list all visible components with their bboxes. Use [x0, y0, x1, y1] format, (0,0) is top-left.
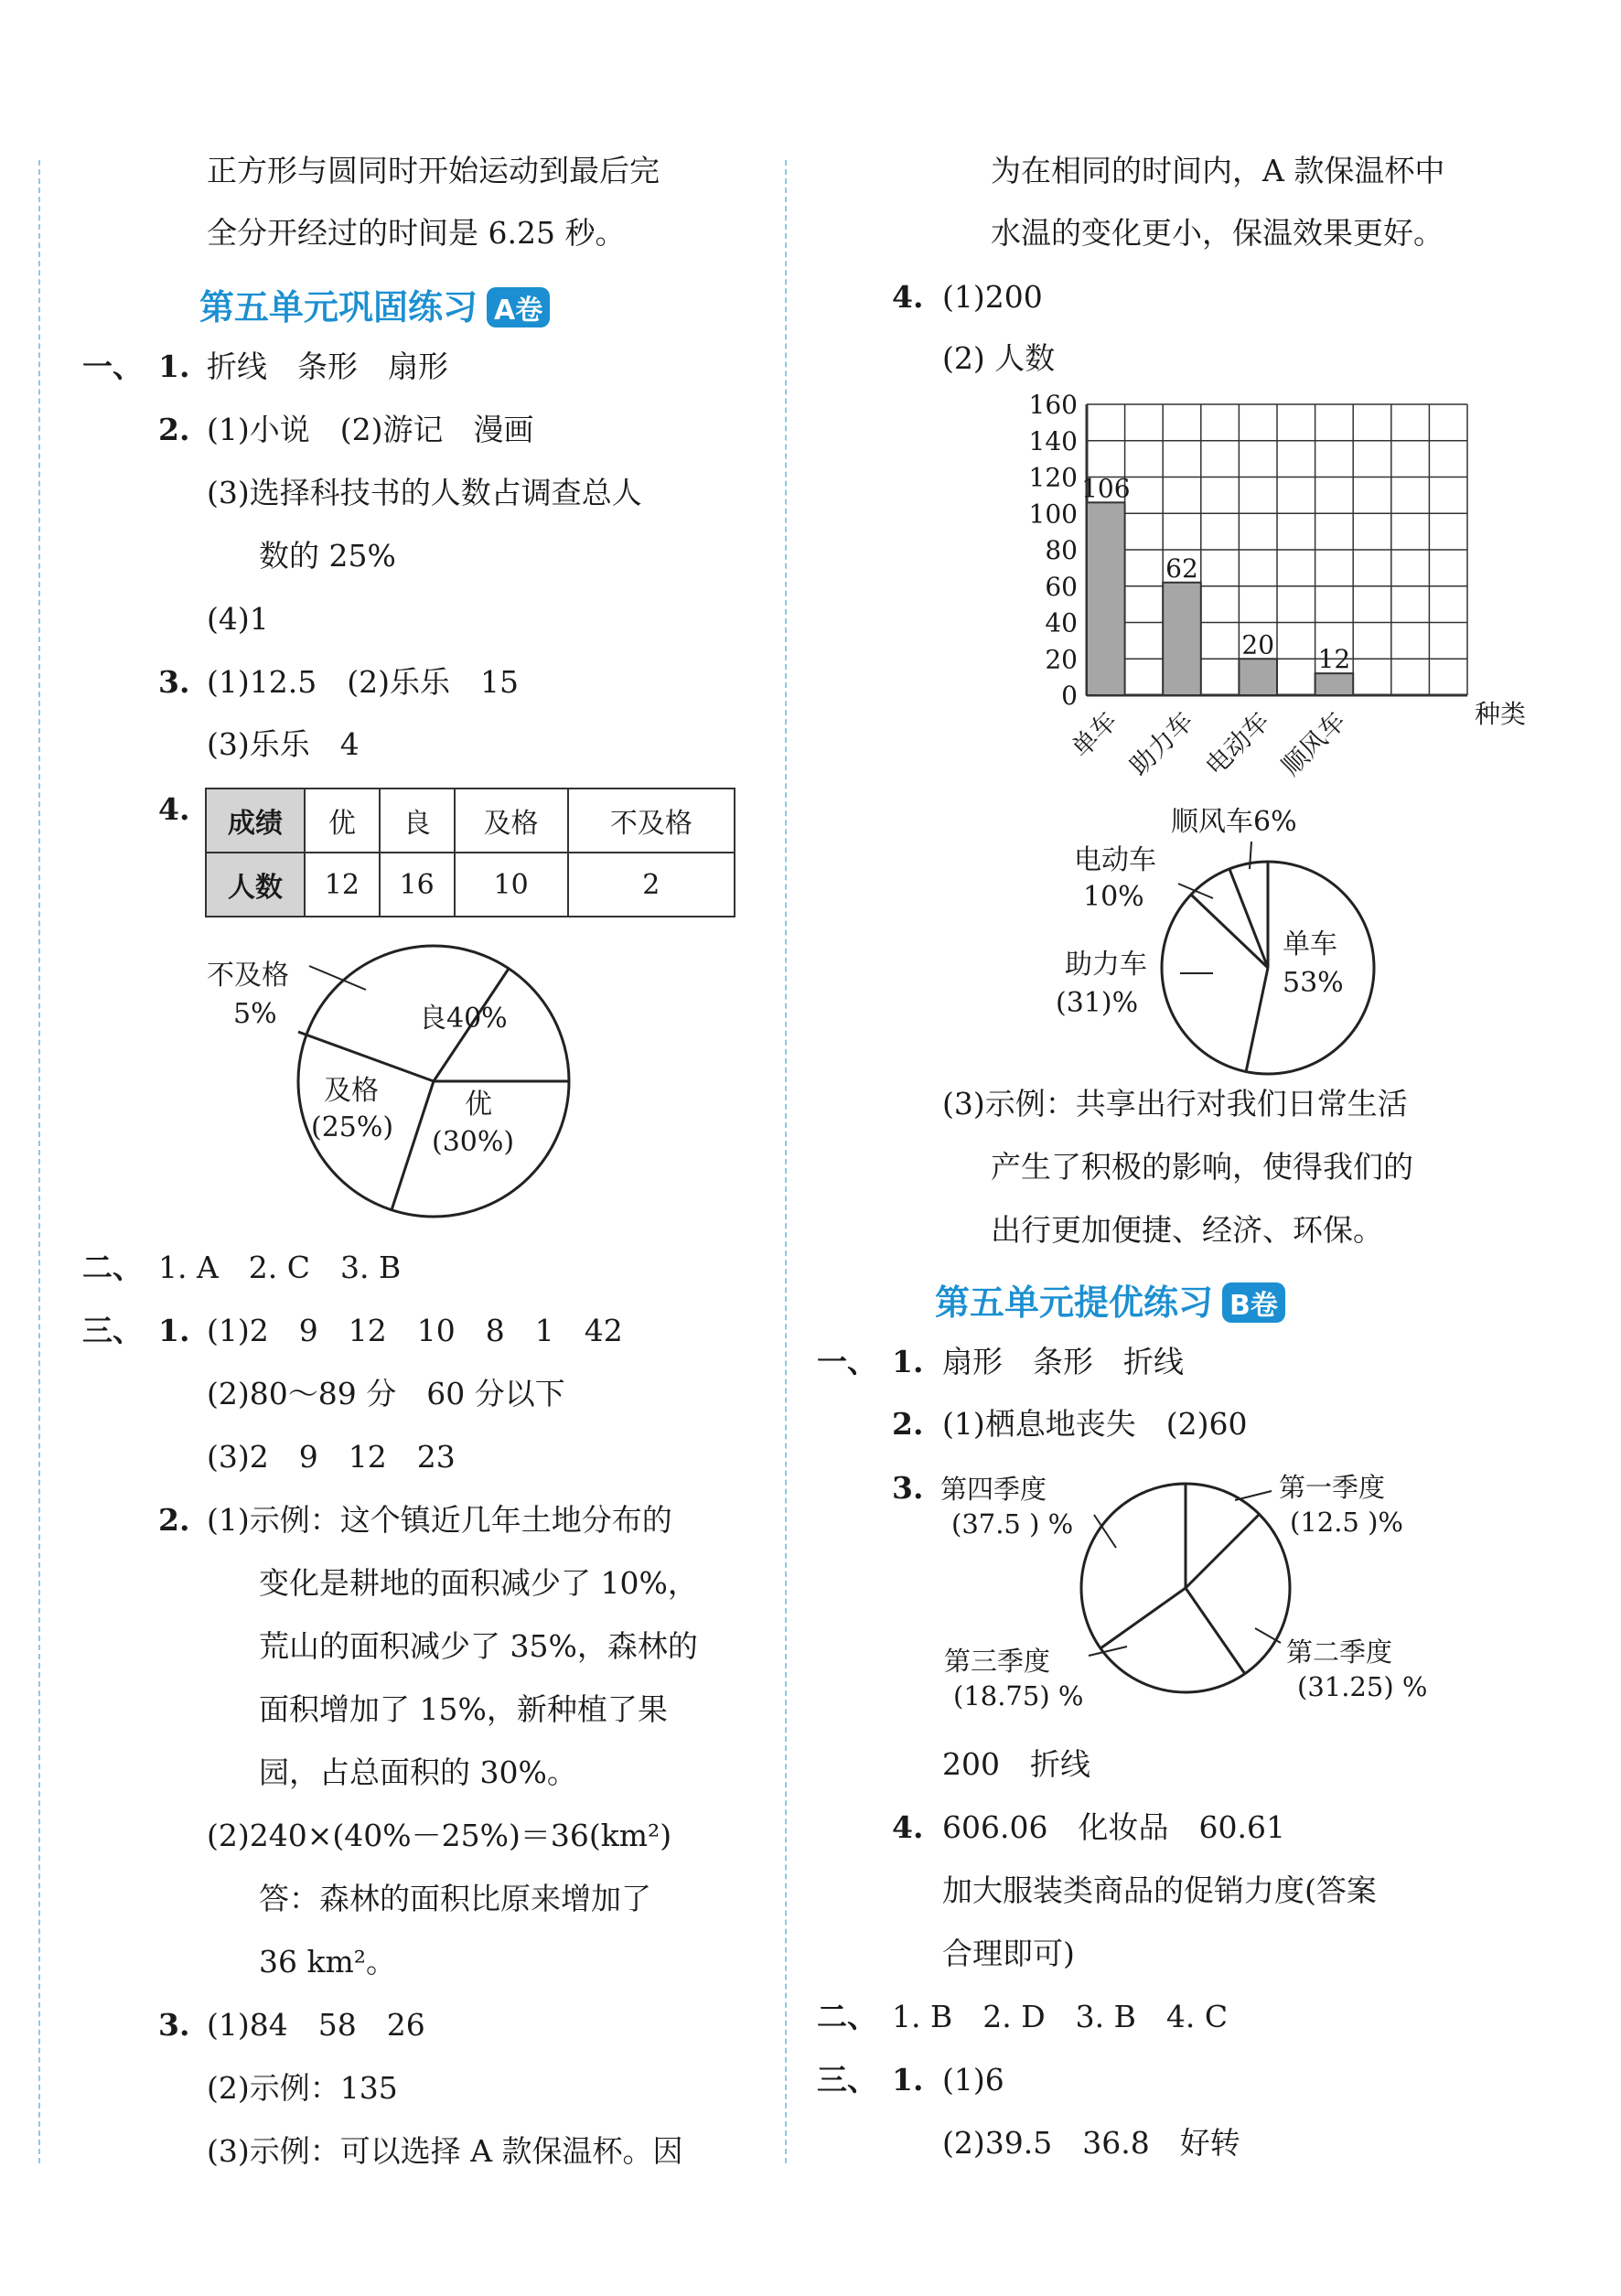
r-q4-answer-b: (2) 人数 — [942, 340, 1056, 376]
right-intro-2: 水温的变化更小，保温效果更好。 — [991, 215, 1444, 251]
pie-label: (30%) — [432, 1126, 515, 1158]
sec2-answers: 1. A 2. C 3. B — [158, 1250, 402, 1285]
unit-a-heading — [199, 279, 550, 329]
unit-a-title: 第五单元巩固练习 — [199, 287, 478, 327]
bar-data-label: 62 — [1165, 553, 1198, 584]
r-sec2-mark: 二、 — [817, 1999, 877, 2034]
x-tick-label: 电动车 — [1199, 705, 1276, 782]
pie-slice-boundary — [1186, 1514, 1260, 1588]
bar-data-label: 12 — [1317, 644, 1351, 675]
pie-label: (31)% — [1056, 987, 1139, 1019]
r-sec1-mark: 一、 — [817, 1344, 877, 1379]
unit-b-title: 第五单元提优练习 — [935, 1282, 1214, 1323]
pie-pointer — [1178, 884, 1213, 898]
q1-number: 1. — [158, 349, 190, 384]
table-cell: 10 — [455, 853, 568, 917]
pie-label: 不及格 — [207, 960, 289, 992]
unit-b-badge: B卷 — [1222, 1282, 1285, 1323]
pie-label: (18.75) % — [953, 1680, 1084, 1711]
bar-data-label: 106 — [1081, 473, 1131, 504]
s3q1-answer-c: (3)2 9 12 23 — [207, 1439, 456, 1475]
q2-answer-c: (4)1 — [207, 601, 269, 637]
x-tick-label: 单车 — [1065, 705, 1123, 764]
pie-label: 5% — [233, 998, 277, 1030]
season-pie-chart — [933, 1464, 1445, 1720]
pie-label: (12.5 )% — [1290, 1507, 1403, 1538]
y-tick-label: 0 — [1061, 681, 1078, 711]
bar-电动车 — [1239, 659, 1277, 695]
pie-slice-boundary — [1186, 1588, 1245, 1674]
y-tick-label: 80 — [1045, 535, 1078, 565]
pie-label: 及格 — [324, 1075, 379, 1107]
unit-b-heading — [935, 1274, 1285, 1325]
s3q3-answer-a: (1)84 58 26 — [207, 2007, 425, 2043]
transport-bar-chart — [970, 384, 1527, 787]
r-s3q1-answer-b: (2)39.5 36.8 好转 — [942, 2125, 1240, 2161]
r-q4b-answer-a: 606.06 化妆品 60.61 — [942, 1809, 1285, 1845]
pie-label: 优 — [465, 1089, 492, 1121]
pie-label: 第二季度 — [1286, 1636, 1393, 1668]
s3q2-line: 荒山的面积减少了 35%，森林的 — [259, 1628, 698, 1664]
s3q1-answer-a: (1)2 9 12 10 8 1 42 — [207, 1313, 623, 1348]
table-cell: 不及格 — [568, 789, 735, 853]
pie-label: 53% — [1283, 967, 1344, 999]
q2-answer-b1: (3)选择科技书的人数占调查总人 — [207, 475, 642, 510]
score-table — [205, 788, 735, 917]
s3q3-number: 3. — [158, 2007, 190, 2043]
bar-助力车 — [1163, 583, 1201, 695]
pie-label: 助力车 — [1065, 949, 1147, 981]
y-tick-label: 140 — [1028, 425, 1078, 456]
q1-answer: 折线 条形 扇形 — [207, 349, 448, 384]
table-header-row — [206, 789, 735, 853]
r-s3q1-number: 1. — [892, 2062, 924, 2098]
table-cell: 成绩 — [206, 789, 305, 853]
r-q3-number: 3. — [892, 1470, 924, 1506]
pie-label: 10% — [1083, 881, 1144, 913]
r-q4b-answer-b1: 加大服装类商品的促销力度(答案 — [942, 1872, 1377, 1908]
r-q4b-answer-b2: 合理即可) — [942, 1936, 1075, 1971]
q2-number: 2. — [158, 412, 190, 447]
intro-line-2: 全分开经过的时间是 6.25 秒。 — [207, 215, 626, 251]
s3q2-line: 变化是耕地的面积减少了 10%， — [259, 1565, 698, 1601]
pie-pointer — [1250, 842, 1251, 869]
r-q2-answer: (1)栖息地丧失 (2)60 — [942, 1406, 1248, 1442]
left-margin-line — [38, 160, 40, 2163]
table-cell: 良 — [380, 789, 455, 853]
y-tick-label: 40 — [1045, 607, 1078, 638]
pie-slice-boundary — [1246, 968, 1268, 1072]
pie-label: 单车 — [1283, 928, 1337, 960]
pie-slice-boundary — [392, 1081, 434, 1210]
y-tick-label: 60 — [1045, 571, 1078, 602]
pie-label: 良40% — [419, 1003, 508, 1035]
s3q1-answer-b: (2)80～89 分 60 分以下 — [207, 1376, 565, 1411]
x-tick-label: 顺风车 — [1275, 705, 1352, 782]
r-q4c-line: (3)示例：共享出行对我们日常生活 — [942, 1086, 1408, 1121]
x-tick-label: 助力车 — [1123, 705, 1199, 782]
y-tick-label: 120 — [1028, 462, 1078, 493]
s3q2-answer-1: 答：森林的面积比原来增加了 — [259, 1881, 651, 1916]
s3q2-line: 园，占总面积的 30%。 — [259, 1754, 577, 1790]
s3q2-line: (1)示例：这个镇近几年土地分布的 — [207, 1502, 672, 1538]
r-q1-number: 1. — [892, 1344, 924, 1379]
bar-顺风车 — [1315, 673, 1354, 695]
bar-data-label: 20 — [1241, 629, 1275, 660]
q4-number: 4. — [158, 791, 190, 827]
table-cell: 12 — [305, 853, 380, 917]
r-q4c-line: 产生了积极的影响，使得我们的 — [991, 1149, 1413, 1185]
s3q1-number: 1. — [158, 1313, 190, 1348]
sec2-mark: 二、 — [82, 1250, 143, 1285]
s3q2-line: 面积增加了 15%，新种植了果 — [259, 1691, 668, 1727]
r-q1-answer: 扇形 条形 折线 — [942, 1344, 1184, 1379]
table-row — [206, 853, 735, 917]
unit-a-badge: A卷 — [487, 287, 550, 327]
r-q3-after: 200 折线 — [942, 1746, 1090, 1782]
q3-answer-b: (3)乐乐 4 — [207, 726, 360, 762]
pie-slice-boundary — [1191, 895, 1268, 968]
s3q2-answer-2: 36 km²。 — [259, 1944, 396, 1979]
s3q2-calc: (2)240×(40%－25%)＝36(km²) — [207, 1818, 672, 1853]
pie-slice-boundary — [1229, 869, 1268, 968]
column-divider — [785, 160, 787, 2163]
table-cell: 16 — [380, 853, 455, 917]
right-intro-1: 为在相同的时间内，A 款保温杯中 — [991, 153, 1445, 188]
x-axis-label: 种类 — [1475, 699, 1527, 729]
s3q2-number: 2. — [158, 1502, 190, 1538]
table-cell: 优 — [305, 789, 380, 853]
s3q3-answer-b: (2)示例：135 — [207, 2070, 398, 2106]
intro-line-1: 正方形与圆同时开始运动到最后完 — [207, 153, 660, 188]
table-cell: 2 — [568, 853, 735, 917]
y-tick-label: 160 — [1028, 390, 1078, 420]
q2-answer-b2: 数的 25% — [259, 538, 396, 574]
y-tick-label: 20 — [1045, 644, 1078, 675]
sec1-mark: 一、 — [82, 349, 143, 384]
r-s3q1-answer-a: (1)6 — [942, 2062, 1004, 2098]
r-sec2-answers: 1. B 2. D 3. B 4. C — [892, 1999, 1229, 2034]
r-q4b-number: 4. — [892, 1809, 924, 1845]
pie-label: 第三季度 — [944, 1646, 1051, 1677]
table-cell: 及格 — [455, 789, 568, 853]
q3-answer-a: (1)12.5 (2)乐乐 15 — [207, 664, 519, 700]
q3-number: 3. — [158, 664, 190, 700]
sec3-mark: 三、 — [82, 1313, 143, 1348]
r-q2-number: 2. — [892, 1406, 924, 1442]
pie-label: 顺风车6% — [1171, 806, 1297, 838]
pie-slice-boundary — [1100, 1588, 1186, 1648]
grade-pie-chart — [192, 933, 595, 1244]
pie-label: 电动车 — [1074, 844, 1156, 876]
r-sec3-mark: 三、 — [817, 2062, 877, 2098]
pie-slice-boundary — [298, 1032, 434, 1081]
transport-pie-chart — [1043, 796, 1409, 1079]
r-q4-number: 4. — [892, 279, 924, 315]
r-q4-answer-a: (1)200 — [942, 279, 1043, 315]
pie-label: (31.25) % — [1297, 1671, 1428, 1702]
bar-单车 — [1087, 502, 1125, 695]
pie-label: 第一季度 — [1279, 1472, 1386, 1503]
q2-answer-a: (1)小说 (2)游记 漫画 — [207, 412, 534, 447]
s3q3-answer-c: (3)示例：可以选择 A 款保温杯。因 — [207, 2133, 683, 2169]
pie-pointer — [1089, 1647, 1127, 1656]
y-tick-label: 100 — [1028, 499, 1078, 530]
pie-label: (25%) — [311, 1111, 394, 1143]
r-q4c-line: 出行更加便捷、经济、环保。 — [991, 1212, 1383, 1248]
pie-pointer — [1235, 1491, 1272, 1500]
pie-label: 第四季度 — [940, 1474, 1047, 1505]
pie-label: (37.5 ) % — [951, 1508, 1074, 1540]
table-cell: 人数 — [206, 853, 305, 917]
